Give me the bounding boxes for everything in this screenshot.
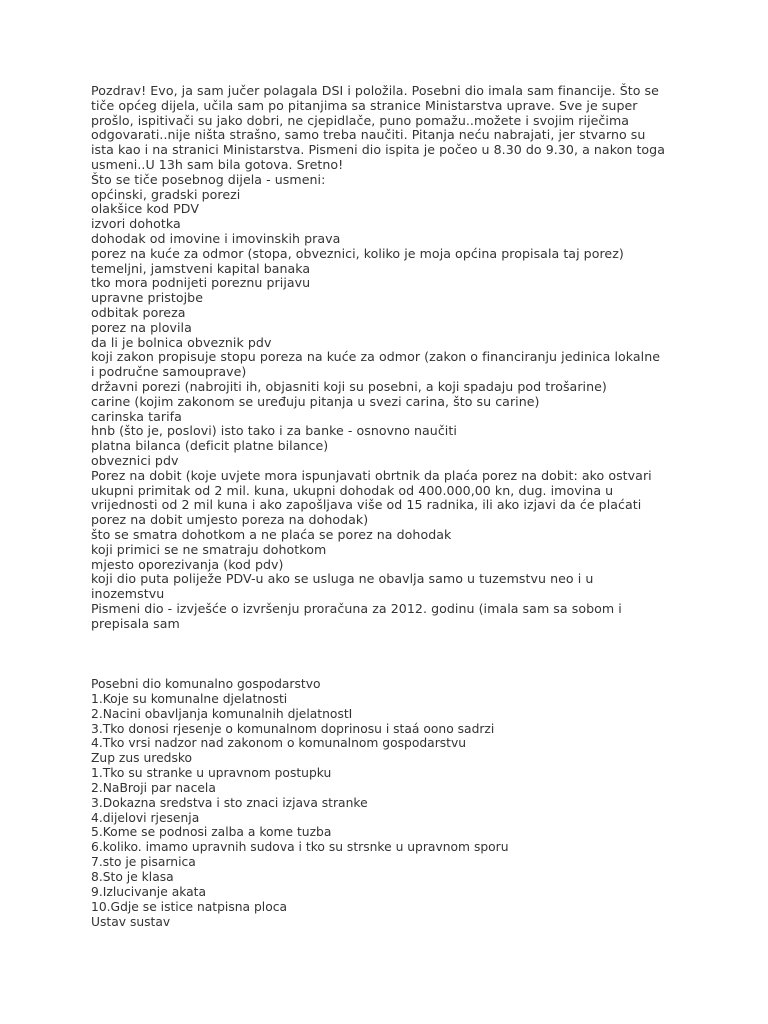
text-line: Što se tiče posebnog dijela - usmeni: <box>91 171 326 187</box>
text-line: ista kao i na stranici Ministarstva. Pismeni dio ispita je počeo u 8.30 do 9.30, a nakon toga <box>91 142 665 158</box>
text-line: dohodak od imovine i imovinskih prava <box>91 230 341 246</box>
text-line: olakšice kod PDV <box>91 201 199 217</box>
text-line: obveznici pdv <box>91 452 179 468</box>
question-line: 8.Sto je klasa <box>91 869 174 884</box>
question-line: 3.Dokazna sredstva i sto znaci izjava stranke <box>91 795 368 810</box>
text-line: Pismeni dio - izvješće o izvršenju proračuna za 2012. godinu (imala sam sa sobom i <box>91 600 622 616</box>
question-line: 6.koliko. imamo upravnih sudova i tko su strsnke u upravnom sporu <box>91 840 509 855</box>
question-line: 1.Koje su komunalne djelatnosti <box>91 691 288 706</box>
text-line: prepisala sam <box>91 615 180 631</box>
text-line: koji zakon propisuje stopu poreza na kuće za odmor (zakon o financiranju jedinica lokalne <box>91 349 661 365</box>
question-line: 9.Izlucivanje akata <box>91 884 207 899</box>
text-line: što se smatra dohotkom a ne plaća se porez na dohodak <box>91 526 452 542</box>
question-line: 2.NaBroji par nacela <box>91 780 216 795</box>
text-line: koji dio puta poliježe PDV-u ako se usluga ne obavlja samo u tuzemstvu neo i u <box>91 571 594 587</box>
text-line: porez na plovila <box>91 319 192 335</box>
text-line: platna bilanca (deficit platne bilance) <box>91 438 329 454</box>
text-line: usmeni..U 13h sam bila gotova. Sretno! <box>91 156 344 172</box>
text-line: odgovarati..nije ništa strašno, samo treba naučiti. Pitanja neću nabrajati, jer stvarno su <box>91 127 646 143</box>
question-line: 2.Nacini obavljanja komunalnih djelatnostI <box>91 706 353 721</box>
text-line: ukupni primitak od 2 mil. kuna, ukupni dohodak od 400.000,00 kn, dug. imovina u <box>91 482 614 498</box>
question-line: Ustav sustav <box>91 914 171 929</box>
text-line: inozemstvu <box>91 586 165 602</box>
question-line: 10.Gdje se istice natpisna ploca <box>91 899 288 914</box>
text-line: vrijednosti od 2 mil kuna i ako zapošljava više od 15 radnika, ili ako izjavi da će plaćati <box>91 497 642 513</box>
exam-questions-list <box>91 677 691 929</box>
question-line: 4.dijelovi rjesenja <box>91 810 200 825</box>
question-line: 5.Kome se podnosi zalba a kome tuzba <box>91 825 332 840</box>
text-line: i područne samouprave) <box>91 364 247 380</box>
text-line: odbitak poreza <box>91 304 186 320</box>
exam-report-text <box>91 84 691 631</box>
text-line: tko mora podnijeti poreznu prijavu <box>91 275 311 291</box>
text-line: hnb (što je, poslovi) isto tako i za banke - osnovno naučiti <box>91 423 457 439</box>
question-line: 3.Tko donosi rjesenje o komunalnom doprinosu i staá oono sadrzi <box>91 721 495 736</box>
question-line: 4.Tko vrsi nadzor nad zakonom o komunalnom gospodarstvu <box>91 736 467 751</box>
text-line: općinski, gradski porezi <box>91 186 241 202</box>
text-line: temeljni, jamstveni kapital banaka <box>91 260 311 276</box>
text-line: carinska tarifa <box>91 408 182 424</box>
question-line: 1.Tko su stranke u upravnom postupku <box>91 766 332 781</box>
text-line: mjesto oporezivanja (kod pdv) <box>91 556 284 572</box>
text-line: koji primici se ne smatraju dohotkom <box>91 541 327 557</box>
text-line: upravne pristojbe <box>91 290 204 306</box>
text-line: izvori dohotka <box>91 216 181 232</box>
question-line: Posebni dio komunalno gospodarstvo <box>91 677 321 691</box>
text-line: tiče općeg dijela, učila sam po pitanjima sa stranice Ministarstva uprave. Sve je super <box>91 97 638 113</box>
text-line: da li je bolnica obveznik pdv <box>91 334 272 350</box>
text-line: prošlo, ispitivači su jako dobri, ne cjepidlače, puno pomažu..možete i svojim riječima <box>91 112 630 128</box>
text-line: carine (kojim zakonom se uređuju pitanja u svezi carina, što su carine) <box>91 393 540 409</box>
text-line: državni porezi (nabrojiti ih, objasniti koji su posebni, a koji spadaju pod trošarine) <box>91 378 607 394</box>
text-line: porez na dobit umjesto poreza na dohodak) <box>91 512 369 528</box>
text-line: Pozdrav! Evo, ja sam jučer polagala DSI i položila. Posebni dio imala sam financije. Što se <box>91 83 659 98</box>
question-line: 7.sto je pisarnica <box>91 855 196 870</box>
text-line: porez na kuće za odmor (stopa, obveznici, koliko je moja općina propisala taj porez) <box>91 245 624 261</box>
question-line: Zup zus uredsko <box>91 751 193 766</box>
text-line: Porez na dobit (koje uvjete mora ispunjavati obrtnik da plaća porez na dobit: ako ostvari <box>91 467 652 483</box>
